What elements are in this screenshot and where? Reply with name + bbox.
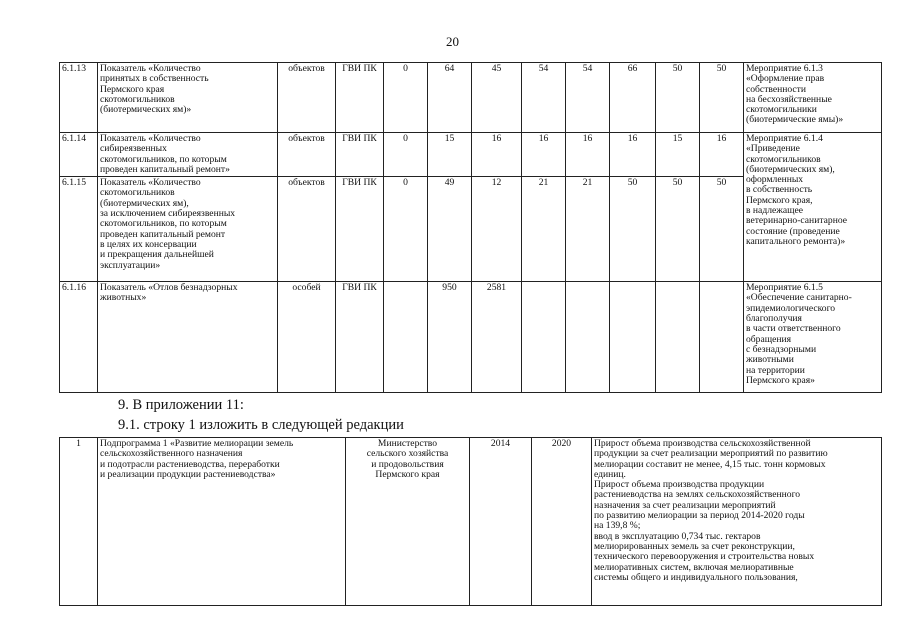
- indicators-table: [59, 62, 882, 393]
- unit-cell: объектов: [278, 177, 336, 282]
- subprogram-table: [59, 437, 882, 606]
- value-cell: 16: [472, 133, 522, 177]
- value-cell: 50: [700, 177, 744, 282]
- year-end: 2020: [532, 438, 592, 606]
- unit-cell: особей: [278, 282, 336, 393]
- measure-cell: Мероприятие 6.1.3 «Оформление прав собственности на бесхозяйственные скотомогильники (биотермические ямы)»: [744, 63, 882, 133]
- value-cell: [522, 282, 566, 393]
- value-cell: [566, 282, 610, 393]
- unit-cell: объектов: [278, 133, 336, 177]
- page-number: 20: [446, 34, 459, 49]
- value-cell: 21: [566, 177, 610, 282]
- indicator-name: Показатель «Количество скотомогильников (биотермических ям), за исключением сибиреязвенных скотомогильников, по которым проведен капитальный ремонт в целях их консервации и прекращения дальнейшей эксплуатации»: [98, 177, 278, 282]
- paragraph-appendix-11: 9. В приложении 11:: [118, 397, 244, 413]
- value-cell: 54: [566, 63, 610, 133]
- value-cell: [700, 282, 744, 393]
- value-cell: 0: [384, 177, 428, 282]
- responsible-ministry: Министерство сельского хозяйства и продовольствия Пермского края: [346, 438, 470, 606]
- value-cell: 50: [656, 63, 700, 133]
- value-cell: 15: [428, 133, 472, 177]
- table-row: [60, 133, 882, 177]
- value-cell: 2581: [472, 282, 522, 393]
- expected-results: Прирост объема производства сельскохозяйственной продукции за счет реализации мероприятий по развитию мелиорации составит не менее, 4,15 тыс. тонн кормовых единиц. Прирост объема производства продукции растениеводства на землях сельскохозяйственного назначения за счет реализации мероприятий по развитию мелиорации за период 2014-2020 годы на 139,8 %; ввод в эксплуатацию 0,734 тыс. гектаров мелиорированных земель за счет реконструкции, технического перевооружения и строительства новых мелиоративных систем, включая мелиоративные системы общего и индивидуального пользования,: [592, 438, 882, 606]
- value-cell: 16: [566, 133, 610, 177]
- measure-cell: Мероприятие 6.1.4 «Приведение скотомогильников (биотермических ям), оформленных в собственность Пермского края, в надлежащее ветеринарно-санитарное состояние (проведение капитального ремонта)»: [744, 133, 882, 282]
- indicator-number: 6.1.14: [60, 133, 98, 177]
- value-cell: 54: [522, 63, 566, 133]
- measure-cell: Мероприятие 6.1.5 «Обеспечение санитарно- эпидемиологического благополучия в части ответственного обращения с безнадзорными животными на территории Пермского края»: [744, 282, 882, 393]
- indicator-name: Показатель «Количество сибиреязвенных скотомогильников, по которым проведен капитальный ремонт»: [98, 133, 278, 177]
- value-cell: [610, 282, 656, 393]
- indicator-number: 6.1.13: [60, 63, 98, 133]
- organization-cell: ГВИ ПК: [336, 177, 384, 282]
- value-cell: 66: [610, 63, 656, 133]
- subprogram-name: Подпрограмма 1 «Развитие мелиорации земель сельскохозяйственного назначения и подотрасли растениеводства, переработки и реализации продукции растениеводства»: [98, 438, 346, 606]
- table-row: [60, 282, 882, 393]
- organization-cell: ГВИ ПК: [336, 133, 384, 177]
- table-row: [60, 438, 882, 606]
- value-cell: [656, 282, 700, 393]
- unit-cell: объектов: [278, 63, 336, 133]
- table-row: [60, 63, 882, 133]
- value-cell: 12: [472, 177, 522, 282]
- year-start: 2014: [470, 438, 532, 606]
- indicator-number: 6.1.16: [60, 282, 98, 393]
- value-cell: 16: [700, 133, 744, 177]
- paragraph-row-1-edit: 9.1. строку 1 изложить в следующей редакции: [118, 417, 404, 433]
- indicator-name: Показатель «Отлов безнадзорных животных»: [98, 282, 278, 393]
- value-cell: 16: [522, 133, 566, 177]
- value-cell: 15: [656, 133, 700, 177]
- value-cell: 950: [428, 282, 472, 393]
- value-cell: 21: [522, 177, 566, 282]
- indicator-name: Показатель «Количество принятых в собственность Пермского края скотомогильников (биотермических ям)»: [98, 63, 278, 133]
- value-cell: 49: [428, 177, 472, 282]
- value-cell: 50: [700, 63, 744, 133]
- row-number: 1: [60, 438, 98, 606]
- value-cell: 45: [472, 63, 522, 133]
- value-cell: 0: [384, 63, 428, 133]
- organization-cell: ГВИ ПК: [336, 63, 384, 133]
- value-cell: 16: [610, 133, 656, 177]
- value-cell: 50: [656, 177, 700, 282]
- value-cell: 50: [610, 177, 656, 282]
- value-cell: 64: [428, 63, 472, 133]
- organization-cell: ГВИ ПК: [336, 282, 384, 393]
- value-cell: 0: [384, 133, 428, 177]
- value-cell: [384, 282, 428, 393]
- indicator-number: 6.1.15: [60, 177, 98, 282]
